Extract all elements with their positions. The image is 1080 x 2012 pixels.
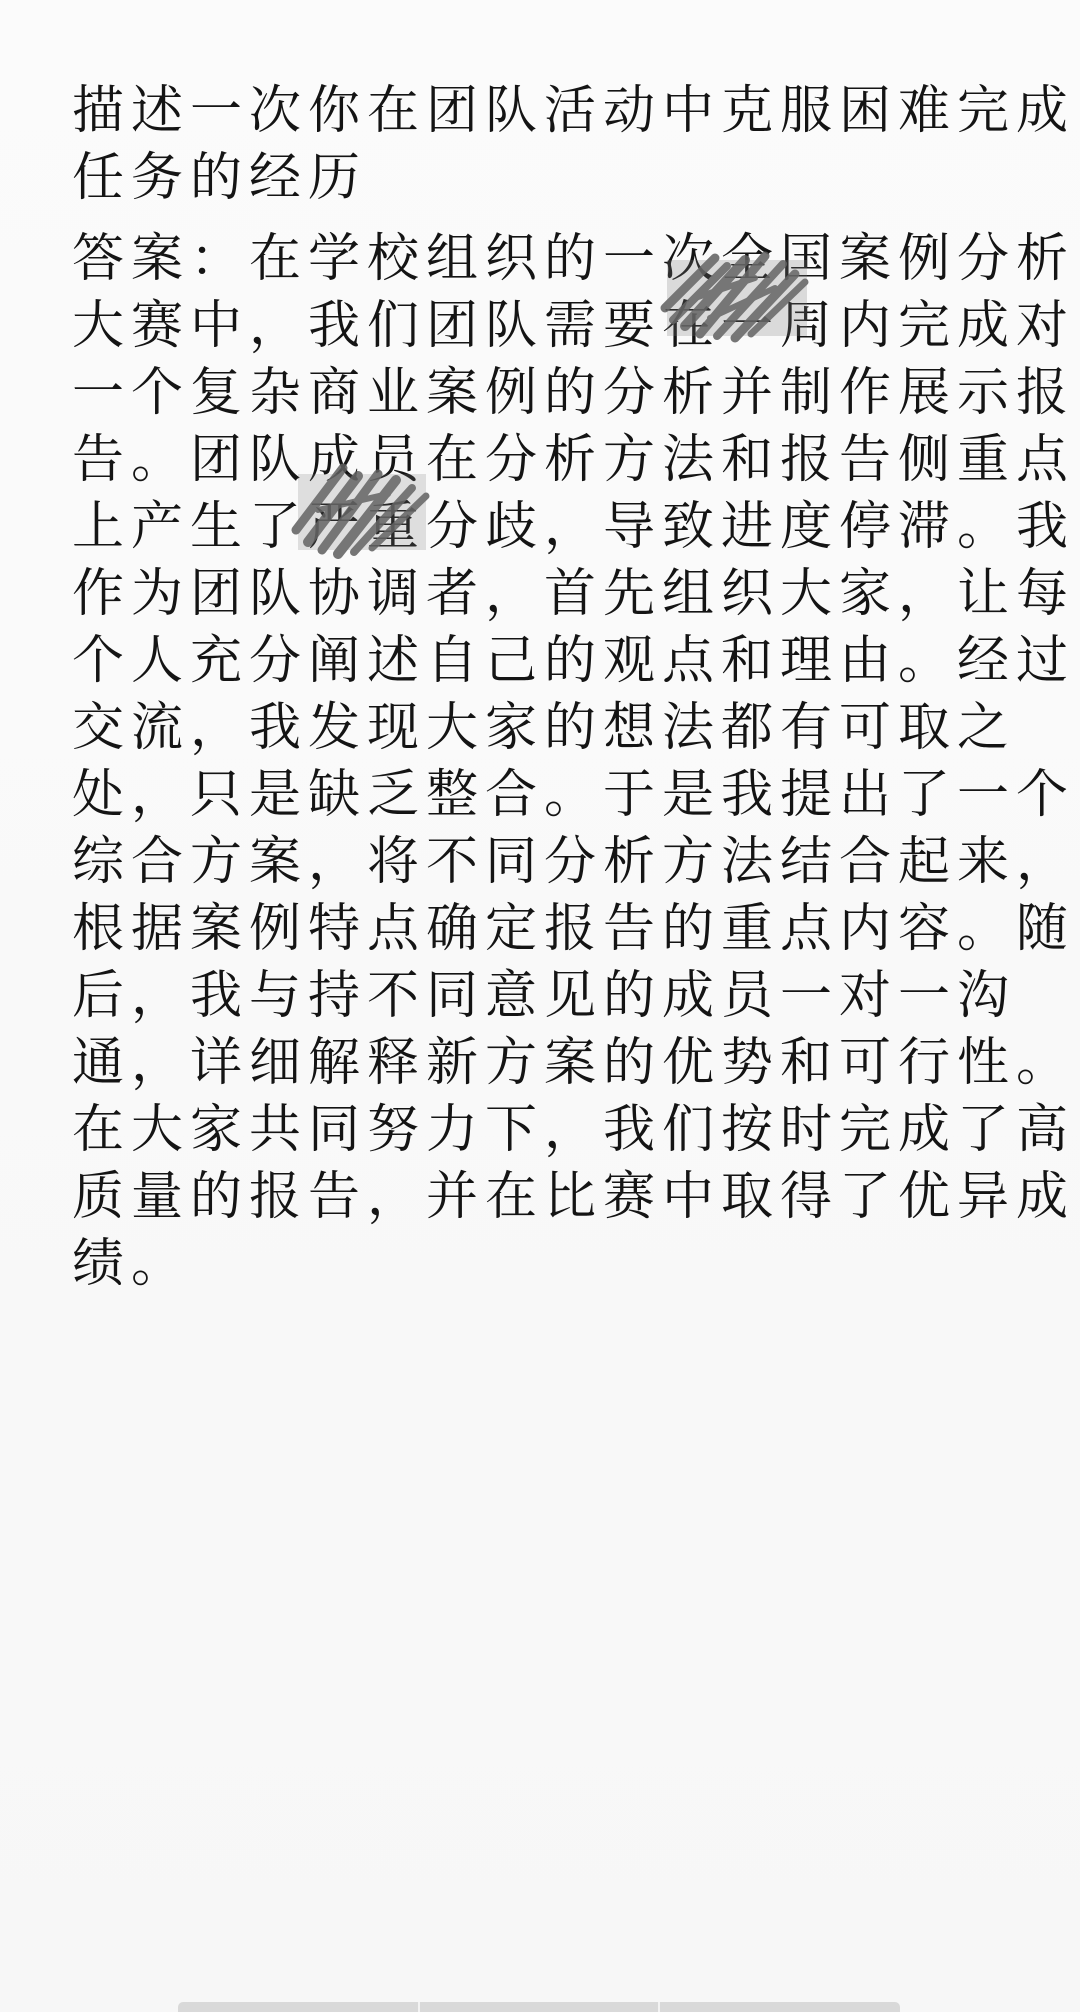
answer-line-6: 作为团队协调者，首先组织大家，让每 (72, 564, 1076, 624)
answer-line-9: 处，只是缺乏整合。于是我提出了一个 (72, 765, 1076, 825)
answer-line-3: 一个复杂商业案例的分析并制作展示报 (72, 363, 1076, 423)
answer-line-13: 通，详细解释新方案的优势和可行性。 (72, 1033, 1076, 1093)
answer-line-12: 后，我与持不同意见的成员一对一沟 (72, 966, 1017, 1026)
answer-line-10: 综合方案，将不同分析方法结合起来， (72, 832, 1076, 892)
answer-line-7: 个人充分阐述自己的观点和理由。经过 (72, 631, 1076, 691)
answer-line-15: 质量的报告，并在比赛中取得了优异成 (72, 1167, 1076, 1227)
question-title-line-1: 描述一次你在团队活动中克服困难完成 (72, 81, 1076, 141)
answer-line-14: 在大家共同努力下，我们按时完成了高 (72, 1100, 1076, 1160)
scroll-indicator[interactable] (178, 2002, 900, 2012)
document-content (72, 78, 1076, 1298)
answer-line-11: 根据案例特点确定报告的重点内容。随 (72, 899, 1076, 959)
answer-line-8: 交流，我发现大家的想法都有可取之 (72, 698, 1017, 758)
answer-line-4: 告。团队成员在分析方法和报告侧重点 (72, 430, 1076, 490)
answer-line-2: 大赛中，我们团队需要在一周内完成对 (72, 296, 1076, 356)
answer-line-1: 答案：在学校组织的一次全国案例分析 (72, 229, 1076, 289)
question-title-line-2: 任务的经历 (72, 148, 368, 208)
answer-line-16: 绩。 (72, 1234, 191, 1294)
answer-line-5: 上产生了严重分歧，导致进度停滞。我 (72, 497, 1076, 557)
